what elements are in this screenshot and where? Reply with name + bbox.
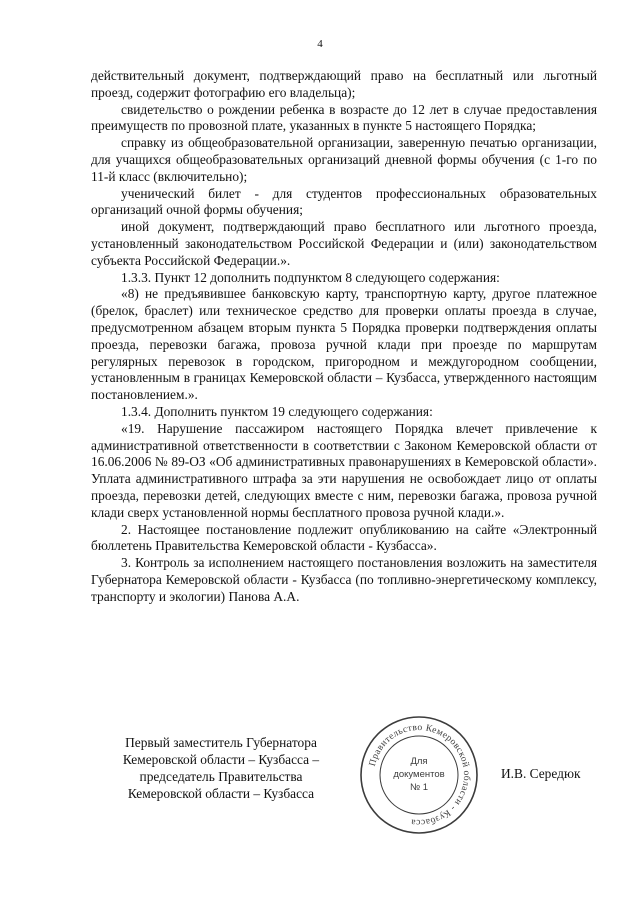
- stamp-ring-text: Правительство Кемеровской области - Кузбасса: [367, 722, 472, 828]
- signature-title-line: Кемеровской области – Кузбасса: [127, 786, 315, 801]
- official-stamp: [358, 714, 480, 836]
- paragraph: свидетельство о рождении ребенка в возрасте до 12 лет в случае предоставления преимуществ по провозной плате, указанных в пункте 5 настоящего Порядка;: [91, 101, 597, 134]
- paragraph: иной документ, подтверждающий право бесплатного или льготного проезда, установленный законодательством Российской Федерации и (или) законодательством субъекта Российской Федерации.».: [91, 219, 597, 268]
- stamp-center-line: документов: [393, 769, 445, 780]
- document-body: [91, 68, 597, 606]
- signature-title-line: Первый заместитель Губернатора: [125, 735, 317, 750]
- paragraph: ученический билет - для студентов профессиональных образовательных организаций очной формы обучения;: [91, 185, 597, 218]
- paragraph: 1.3.4. Дополнить пунктом 19 следующего содержания:: [121, 403, 433, 419]
- signature-title-line: председатель Правительства: [139, 769, 303, 784]
- stamp-center-line: Для: [410, 756, 428, 767]
- paragraph: 1.3.3. Пункт 12 дополнить подпунктом 8 следующего содержания:: [121, 269, 500, 285]
- paragraph: 3. Контроль за исполнением настоящего постановления возложить на заместителя Губернатора Кемеровской области - Кузбасса (по топливно-энергетическому комплексу, транспорту и экологии) Панова А.А.: [91, 555, 597, 604]
- stamp-center-line: № 1: [409, 782, 429, 793]
- paragraph: 2. Настоящее постановление подлежит опубликованию на сайте «Электронный бюллетень Правительства Кемеровской области - Кузбасса».: [91, 521, 597, 554]
- paragraph: справку из общеобразовательной организации, заверенную печатью организации, для учащихся общеобразовательных организаций дневной формы обучения (с 1-го по 11-й класс (включительно);: [91, 135, 597, 184]
- signer-name: И.В. Середюк: [501, 766, 581, 781]
- paragraph: «19. Нарушение пассажиром настоящего Порядка влечет привлечение к административной ответственности в соответствии с Законом Кемеровской области от 16.06.2006 № 89-ОЗ «Об административных правонарушениях в Кемеровской области». Уплата административного штрафа за эти нарушения не освобождает лицо от оплаты проезда, перевозки детей, следующих вместе с ним, перевозки багажа, провоза ручной клади сверх установленной нормы бесплатного провоза ручной клади.».: [91, 420, 597, 520]
- signature-block: [101, 734, 341, 802]
- paragraph: «8) не предъявившее банковскую карту, транспортную карту, другое платежное (брелок, браслет) или техническое средство для проверки оплаты проезда в случае, предусмотренном абзацем вторым пункта 5 Порядка проверки подтверждения оплаты проезда, перевозки багажа, провоза ручной клади при проезде по маршрутам регулярных перевозок в городском, пригородном и междугородном сообщении, установленным в границах Кемеровской области – Кузбасса, утвержденного настоящим постановлением.».: [91, 286, 597, 403]
- page-number: 4: [317, 38, 323, 50]
- paragraph: действительный документ, подтверждающий право на бесплатный или льготный проезд, содержит фотографию его владельца);: [91, 68, 597, 100]
- signature-title-line: Кемеровской области – Кузбасса –: [122, 752, 320, 767]
